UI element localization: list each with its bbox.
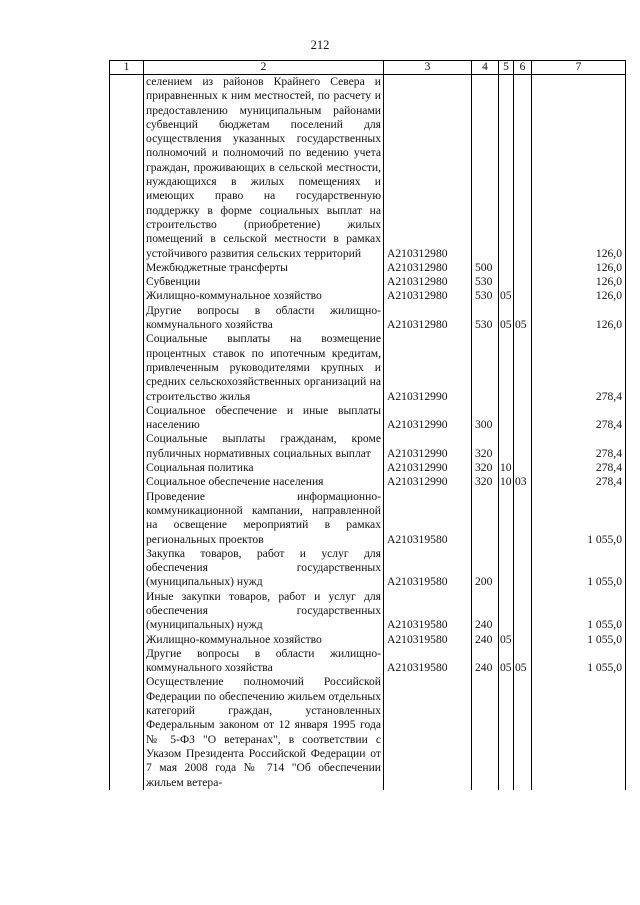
- row-number-cell: [110, 633, 144, 647]
- row-name-cell: селением из районов Крайнего Севера и приравненных к ним местностей, по расчету и предоставлению муниципальным районами субвенций бюджетам поселений для осуществления указанных государственных полномочий и полномочий по ведению учета граждан, проживающих в сельской местности, нуждающихся в жилых помещениях и имеющих право на государственную поддержку в форме социальных выплат на строительство (приобретение) жилых помещений в сельской местности в рамках устойчивого развития сельских территорий: [144, 75, 384, 261]
- row-code-cell: А210312980: [384, 289, 472, 303]
- column-header: 3: [384, 61, 472, 75]
- row-vr-cell: [472, 490, 499, 547]
- row-rz-cell: [499, 275, 514, 289]
- table-row: [110, 275, 626, 289]
- page-number: 212: [310, 38, 330, 52]
- row-name-cell: Иные закупки товаров, работ и услуг для обеспечения государственных (муниципальных) нужд: [144, 590, 384, 633]
- table-row: [110, 647, 626, 676]
- row-amount-cell: 1 055,0: [532, 490, 626, 547]
- row-number-cell: [110, 75, 144, 261]
- row-amount-cell: 126,0: [532, 75, 626, 261]
- row-name-cell: Проведение информационно-коммуникационной кампании, направленной на освещение мероприятий в рамках региональных проектов: [144, 490, 384, 547]
- row-amount-cell: 278,4: [532, 432, 626, 461]
- row-rz-cell: 10: [500, 475, 512, 489]
- row-pr-cell: [514, 590, 532, 633]
- row-number-cell: [110, 590, 144, 633]
- row-pr-cell: [514, 404, 532, 433]
- row-code-cell: А210319580: [384, 490, 472, 547]
- row-amount-cell: 278,4: [532, 332, 626, 403]
- row-name-cell: Субвенции: [144, 275, 384, 289]
- row-name-cell: Социальное обеспечение и иные выплаты населению: [144, 404, 384, 433]
- row-vr-cell: 500: [472, 261, 499, 275]
- row-code-cell: А210312980: [384, 75, 472, 261]
- row-number-cell: [110, 261, 144, 275]
- row-rz-cell: [499, 675, 514, 789]
- row-pr-cell: 03: [514, 475, 532, 489]
- row-number-cell: [110, 432, 144, 461]
- row-rz-cell: 05: [499, 304, 514, 333]
- row-pr-cell: [514, 461, 532, 475]
- row-pr-cell: [514, 332, 532, 403]
- column-header: 2: [144, 61, 384, 75]
- row-name-cell: Межбюджетные трансферты: [144, 261, 384, 275]
- row-name-cell: Социальная политика: [144, 461, 384, 475]
- table-row: [110, 75, 626, 261]
- row-code-cell: [384, 675, 472, 789]
- row-amount-cell: 1 055,0: [532, 633, 626, 647]
- row-name-cell: Жилищно-коммунальное хозяйство: [144, 633, 384, 647]
- row-rz-cell: [499, 404, 514, 433]
- row-amount-cell: 278,4: [532, 461, 626, 475]
- row-vr-cell: 320: [472, 432, 499, 461]
- row-name-cell: Другие вопросы в области жилищно-коммунального хозяйства: [144, 647, 384, 676]
- column-header: 4: [472, 61, 499, 75]
- row-amount-cell: 278,4: [532, 475, 626, 489]
- row-number-cell: [110, 404, 144, 433]
- table-row: [110, 461, 626, 475]
- row-code-cell: А210312990: [384, 475, 472, 489]
- row-amount-cell: 126,0: [532, 289, 626, 303]
- row-number-cell: [110, 675, 144, 789]
- row-rz-cell: [499, 332, 514, 403]
- row-name-cell: Социальные выплаты на возмещение процентных ставок по ипотечным кредитам, привлеченным руководителями крупных и средних сельскохозяйственных организаций на строительство жилья: [144, 332, 384, 403]
- table-row: [110, 304, 626, 333]
- row-code-cell: А210312980: [384, 304, 472, 333]
- row-rz-cell: [499, 261, 514, 275]
- row-name-cell: Социальное обеспечение населения: [144, 475, 384, 489]
- table-row: [110, 475, 626, 489]
- row-rz-cell: [499, 75, 514, 261]
- row-name-cell: Социальные выплаты гражданам, кроме публичных нормативных социальных выплат: [144, 432, 384, 461]
- budget-table: [109, 60, 626, 790]
- column-header: 6: [514, 61, 532, 75]
- row-name-cell: Осуществление полномочий Российской Федерации по обеспечению жильем отдельных категорий граждан, установленных Федеральным законом от 12 января 1995 года № 5-ФЗ "О ветеранах", в соответствии с Указом Президента Российской Федерации от 7 мая 2008 года № 714 "Об обеспечении жильем ветера-: [144, 675, 384, 789]
- row-amount-cell: 126,0: [532, 261, 626, 275]
- row-pr-cell: [514, 75, 532, 261]
- column-header: 5: [499, 61, 514, 75]
- row-rz-cell: [499, 590, 514, 633]
- row-pr-cell: [514, 432, 532, 461]
- row-rz-cell: [499, 490, 514, 547]
- row-vr-cell: [472, 675, 499, 789]
- table-row: [110, 590, 626, 633]
- table-row: [110, 289, 626, 303]
- row-pr-cell: [514, 289, 532, 303]
- row-vr-cell: 200: [472, 547, 499, 590]
- row-code-cell: А210319580: [384, 647, 472, 676]
- row-name-cell: Другие вопросы в области жилищно-коммунального хозяйства: [144, 304, 384, 333]
- row-rz-cell: [499, 432, 514, 461]
- row-pr-cell: 05: [514, 647, 532, 676]
- row-amount-cell: 1 055,0: [532, 590, 626, 633]
- row-code-cell: А210319580: [384, 590, 472, 633]
- row-vr-cell: 300: [472, 404, 499, 433]
- row-vr-cell: 530: [472, 289, 499, 303]
- row-vr-cell: 240: [472, 647, 499, 676]
- row-vr-cell: 530: [472, 275, 499, 289]
- row-code-cell: А210312990: [384, 432, 472, 461]
- row-pr-cell: [514, 633, 532, 647]
- row-code-cell: А210312980: [384, 275, 472, 289]
- row-pr-cell: [514, 675, 532, 789]
- table-header-row: [110, 61, 626, 75]
- row-number-cell: [110, 289, 144, 303]
- row-vr-cell: [472, 332, 499, 403]
- row-number-cell: [110, 275, 144, 289]
- row-pr-cell: [514, 547, 532, 590]
- column-header: 7: [532, 61, 626, 75]
- row-code-cell: А210319580: [384, 547, 472, 590]
- row-code-cell: А210312980: [384, 261, 472, 275]
- row-vr-cell: 530: [472, 304, 499, 333]
- row-number-cell: [110, 475, 144, 489]
- row-amount-cell: 126,0: [532, 275, 626, 289]
- row-rz-cell: 10: [500, 461, 512, 475]
- table-row: [110, 261, 626, 275]
- row-number-cell: [110, 332, 144, 403]
- row-name-cell: Жилищно-коммунальное хозяйство: [144, 289, 384, 303]
- row-rz-cell: 05: [499, 647, 514, 676]
- table-row: [110, 547, 626, 590]
- row-number-cell: [110, 461, 144, 475]
- row-number-cell: [110, 647, 144, 676]
- row-amount-cell: 1 055,0: [532, 547, 626, 590]
- row-name-cell: Закупка товаров, работ и услуг для обеспечения государственных (муниципальных) нужд: [144, 547, 384, 590]
- row-vr-cell: 240: [472, 633, 499, 647]
- row-vr-cell: [472, 75, 499, 261]
- table-row: [110, 675, 626, 789]
- row-rz-cell: 05: [500, 289, 512, 303]
- column-header: 1: [110, 61, 144, 75]
- row-number-cell: [110, 547, 144, 590]
- table-row: [110, 404, 626, 433]
- table-row: [110, 490, 626, 547]
- row-vr-cell: 240: [472, 590, 499, 633]
- row-amount-cell: [532, 675, 626, 789]
- row-pr-cell: [514, 490, 532, 547]
- table-row: [110, 432, 626, 461]
- row-code-cell: А210312990: [384, 461, 472, 475]
- row-code-cell: А210319580: [384, 633, 472, 647]
- row-vr-cell: 320: [472, 461, 499, 475]
- row-amount-cell: 278,4: [532, 404, 626, 433]
- row-pr-cell: [514, 275, 532, 289]
- table-row: [110, 633, 626, 647]
- row-number-cell: [110, 304, 144, 333]
- row-number-cell: [110, 490, 144, 547]
- row-rz-cell: [499, 547, 514, 590]
- row-amount-cell: 126,0: [532, 304, 626, 333]
- row-pr-cell: 05: [514, 304, 532, 333]
- table-row: [110, 332, 626, 403]
- row-code-cell: А210312990: [384, 404, 472, 433]
- row-code-cell: А210312990: [384, 332, 472, 403]
- row-vr-cell: 320: [472, 475, 499, 489]
- row-pr-cell: [514, 261, 532, 275]
- row-rz-cell: 05: [500, 632, 512, 646]
- row-amount-cell: 1 055,0: [532, 647, 626, 676]
